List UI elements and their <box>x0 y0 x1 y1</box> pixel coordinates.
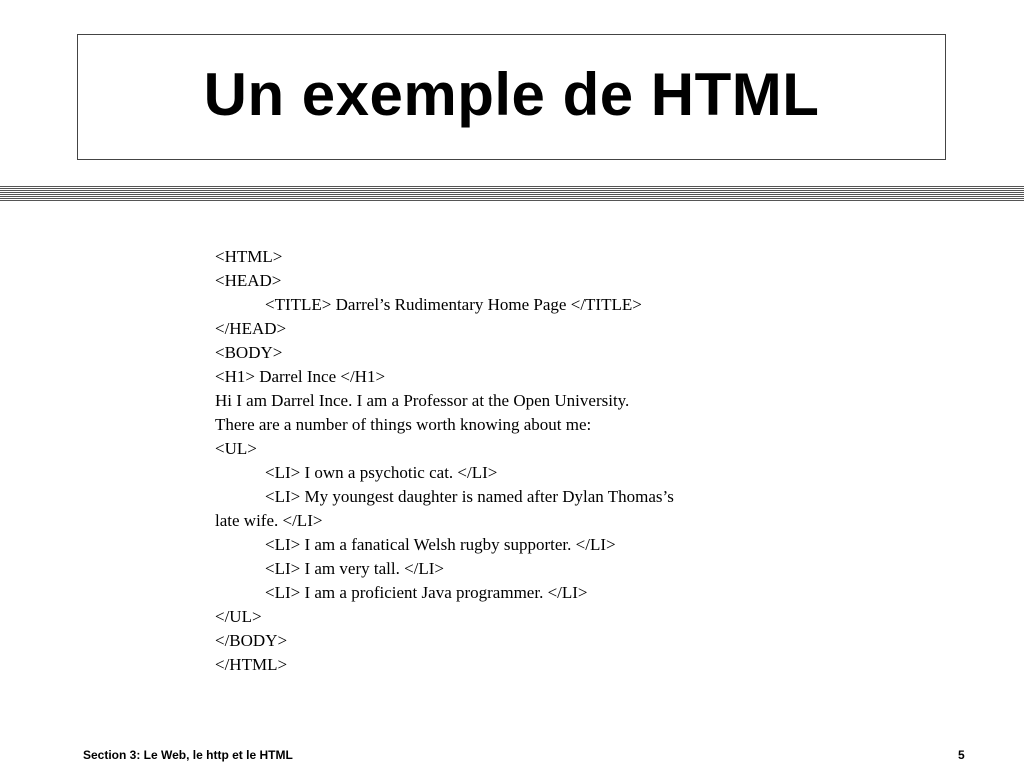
code-line: <BODY> <box>215 343 283 362</box>
code-line: <LI> I am a proficient Java programmer. </LI> <box>265 583 588 602</box>
code-line: <HEAD> <box>215 271 282 290</box>
code-line: <LI> I am a fanatical Welsh rugby supporter. </LI> <box>265 535 616 554</box>
slide-title: Un exemple de HTML <box>203 61 820 128</box>
code-line: <LI> My youngest daughter is named after Dylan Thomas’s <box>265 487 674 506</box>
code-line: late wife. </LI> <box>215 511 323 530</box>
code-line: </UL> <box>215 607 262 626</box>
divider-band <box>0 186 1024 202</box>
code-line: <UL> <box>215 439 257 458</box>
code-line: <H1> Darrel Ince </H1> <box>215 367 386 386</box>
code-line: </HTML> <box>215 655 288 674</box>
code-line: <TITLE> Darrel’s Rudimentary Home Page </TITLE> <box>265 295 642 314</box>
code-line: There are a number of things worth knowing about me: <box>215 415 592 434</box>
code-line: <LI> I own a psychotic cat. </LI> <box>265 463 498 482</box>
title-box <box>77 34 946 160</box>
code-line: </HEAD> <box>215 319 287 338</box>
code-line: <HTML> <box>215 247 283 266</box>
code-line: Hi I am Darrel Ince. I am a Professor at the Open University. <box>215 391 630 410</box>
page-number: 5 <box>958 748 965 762</box>
html-code-listing <box>215 245 674 677</box>
footer-section-label: Section 3: Le Web, le http et le HTML <box>83 748 293 762</box>
code-line: <LI> I am very tall. </LI> <box>265 559 445 578</box>
code-line: </BODY> <box>215 631 288 650</box>
